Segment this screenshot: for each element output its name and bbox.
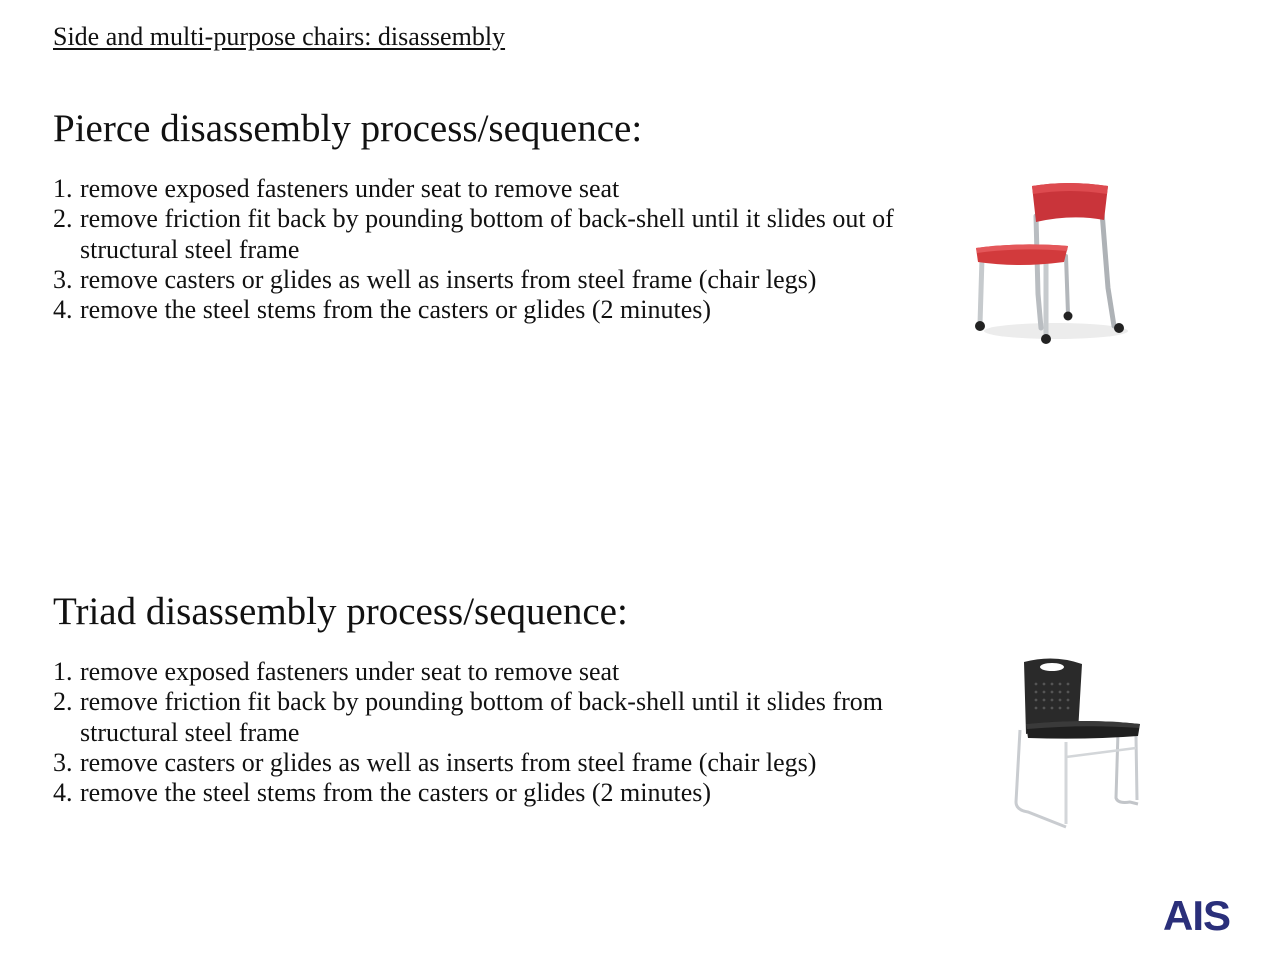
triad-steps-list <box>53 657 960 808</box>
black-chair-icon <box>1006 652 1146 832</box>
step-text: remove casters or glides as well as inserts from steel frame (chair legs) <box>80 747 817 777</box>
page-title: Side and multi-purpose chairs: disassembly <box>53 22 506 51</box>
step-text: remove friction fit back by pounding bottom of back-shell until it slides out of structural steel frame <box>80 204 894 264</box>
step-text: remove the steel stems from the casters or glides (2 minutes) <box>80 295 712 325</box>
triad-step-2 <box>53 687 960 748</box>
pierce-step-1 <box>53 174 960 204</box>
triad-section <box>53 590 960 808</box>
step-number: 4. <box>53 778 73 808</box>
pierce-step-3 <box>53 265 960 295</box>
pierce-heading: Pierce disassembly process/sequence: <box>53 107 643 150</box>
triad-heading: Triad disassembly process/sequence: <box>53 590 628 633</box>
pierce-steps-list <box>53 174 960 325</box>
step-text: remove exposed fasteners under seat to remove seat <box>80 174 620 203</box>
triad-step-4 <box>53 778 960 808</box>
red-chair-icon <box>968 176 1133 348</box>
pierce-step-2 <box>53 204 960 265</box>
step-number: 1. <box>53 657 73 686</box>
step-number: 2. <box>53 204 73 234</box>
triad-step-1 <box>53 657 960 687</box>
ais-logo: AIS <box>1163 892 1231 939</box>
step-text: remove the steel stems from the casters or glides (2 minutes) <box>80 778 712 808</box>
step-number: 2. <box>53 687 73 717</box>
pierce-step-4 <box>53 295 960 325</box>
step-text: remove friction fit back by pounding bottom of back-shell until it slides from structural steel frame <box>80 687 883 747</box>
step-text: remove casters or glides as well as inserts from steel frame (chair legs) <box>80 264 817 294</box>
triad-step-3 <box>53 748 960 778</box>
step-number: 1. <box>53 174 73 203</box>
step-number: 3. <box>53 264 73 294</box>
step-number: 3. <box>53 747 73 777</box>
pierce-section <box>53 107 960 325</box>
step-text: remove exposed fasteners under seat to remove seat <box>80 657 620 686</box>
step-number: 4. <box>53 295 73 325</box>
